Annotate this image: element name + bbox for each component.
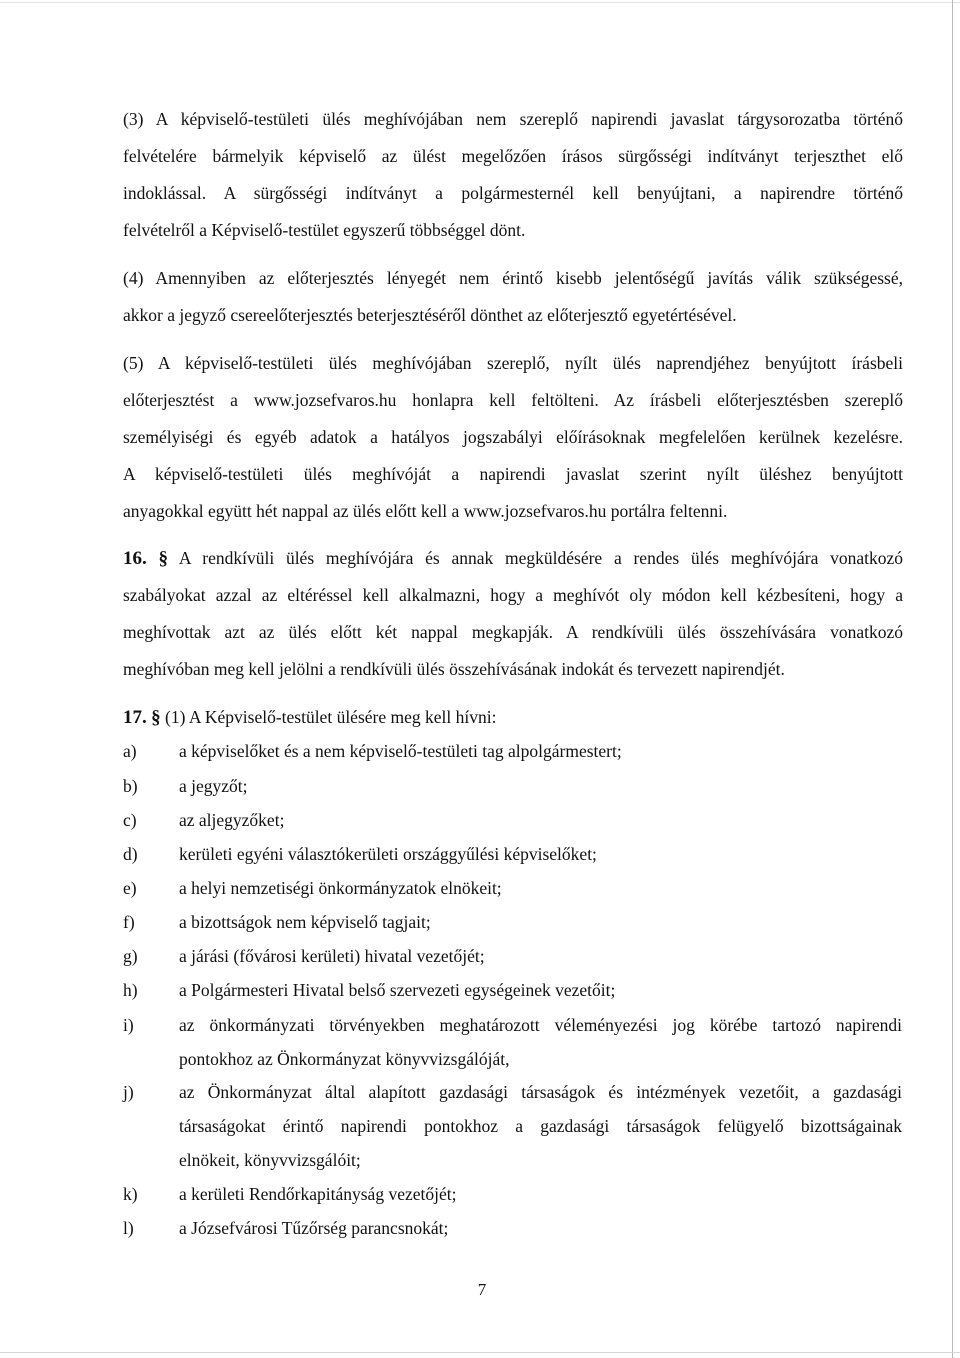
- list-item-text: a járási (fővárosi kerületi) hivatal vezetőjét;: [179, 946, 485, 966]
- list-item-text: az önkormányzati törvényekben meghatározott véleményezési jog körébe tartozó napirendi: [179, 1015, 902, 1035]
- section-16-line-2: szabályokat azzal az eltéréssel kell alkalmazni, hogy a meghívót oly módon kell kézbesíteni, hogy a: [123, 585, 903, 605]
- list-item-text-continuation: elnökeit, könyvvizsgálóit;: [179, 1150, 361, 1170]
- list-item-label: l): [123, 1218, 134, 1238]
- list-item-text: kerületi egyéni választókerületi országgyűlési képviselőket;: [179, 844, 597, 864]
- section-16-number: 16.: [123, 548, 147, 569]
- list-item-text: a helyi nemzetiségi önkormányzatok elnökeit;: [179, 878, 502, 898]
- paragraph-5-line-2: előterjesztést a www.jozsefvaros.hu honlapra kell feltölteni. Az írásbeli előterjesztésben szereplő: [123, 390, 903, 410]
- list-item-label: i): [123, 1015, 134, 1035]
- paragraph-5-line-4: A képviselő-testületi ülés meghívóját a napirendi javaslat szerint nyílt üléshez benyújtott: [123, 464, 903, 484]
- paragraph-5-line-5: anyagokkal együtt hét nappal az ülés előtt kell a www.jozsefvaros.hu portálra feltenni.: [123, 501, 728, 521]
- paragraph-3-line-3: indoklással. A sürgősségi indítványt a polgármesternél kell benyújtani, a napirendre történő: [123, 183, 903, 203]
- list-item-label: a): [123, 741, 137, 761]
- scan-edge-right: [952, 0, 953, 1358]
- list-item-text: a jegyzőt;: [179, 776, 248, 796]
- section-16-line-4: meghívóban meg kell jelölni a rendkívüli ülés összehívásának indokát és tervezett napirendjét.: [123, 659, 785, 679]
- list-item-text: a Polgármesteri Hivatal belső szervezeti egységeinek vezetőit;: [179, 980, 616, 1000]
- section-17-sign: §: [151, 707, 161, 728]
- list-item-text: a képviselőket és a nem képviselő-testületi tag alpolgármestert;: [179, 741, 622, 761]
- section-16-text-1: A rendkívüli ülés meghívójára és annak megküldésére a rendes ülés meghívójára vonatkozó: [178, 548, 903, 568]
- list-item-label: f): [123, 912, 135, 932]
- paragraph-5-line-1: (5) A képviselő-testületi ülés meghívójában szereplő, nyílt ülés naprendjéhez benyújtott írásbeli: [123, 353, 903, 373]
- section-16-line-3: meghívottak azt az ülés előtt két nappal megkapják. A rendkívüli ülés összehívására vonatkozó: [123, 622, 903, 642]
- paragraph-4-line-1: (4) Amennyiben az előterjesztés lényegét nem érintő kisebb jelentőségű javítás válik szükségessé,: [123, 268, 903, 288]
- list-item-label: j): [123, 1082, 134, 1102]
- section-17-intro: [123, 705, 903, 730]
- list-item-label: b): [123, 776, 138, 796]
- scan-edge-bottom: [0, 1352, 960, 1353]
- list-item-label: e): [123, 878, 137, 898]
- list-item-text: a Józsefvárosi Tűzőrség parancsnokát;: [179, 1218, 449, 1238]
- list-item-label: h): [123, 980, 138, 1000]
- paragraph-3-line-2: felvételére bármelyik képviselő az ülést megelőzően írásos sürgősségi indítványt terjeszthet elő: [123, 146, 903, 166]
- section-16-line-1: [123, 546, 903, 571]
- section-17-number: 17.: [123, 707, 147, 728]
- section-17-intro-text: (1) A Képviselő-testület ülésére meg kell hívni:: [165, 707, 497, 727]
- list-item-text: az aljegyzőket;: [179, 810, 285, 830]
- list-item-text: az Önkormányzat által alapított gazdasági társaságok és intézmények vezetőit, a gazdasági: [179, 1082, 902, 1102]
- paragraph-3-line-4: felvételről a Képviselő-testület egyszerű többséggel dönt.: [123, 220, 526, 240]
- list-item-label: c): [123, 810, 137, 830]
- list-item-text: a kerületi Rendőrkapitányság vezetőjét;: [179, 1184, 457, 1204]
- list-item-text-continuation: pontokhoz az Önkormányzat könyvvizsgálóját,: [179, 1049, 510, 1069]
- list-item-label: d): [123, 844, 138, 864]
- section-16-sign: §: [158, 548, 169, 569]
- page-number: 7: [477, 1280, 487, 1299]
- paragraph-5-line-3: személyiségi és egyéb adatok a hatályos jogszabályi előírásoknak megfelelően kerülnek kezelésre.: [123, 427, 903, 447]
- list-item-label: g): [123, 946, 138, 966]
- list-item-text-continuation: társaságokat érintő napirendi pontokhoz a gazdasági társaságok felügyelő bizottságainak: [179, 1116, 902, 1136]
- list-item-text: a bizottságok nem képviselő tagjait;: [179, 912, 431, 932]
- list-item-label: k): [123, 1184, 138, 1204]
- paragraph-3-line-1: (3) A képviselő-testületi ülés meghívójában nem szereplő napirendi javaslat tárgysorozatba történő: [123, 109, 903, 129]
- paragraph-4-line-2: akkor a jegyző csereelőterjesztés beterjesztéséről dönthet az előterjesztő egyetértésével.: [123, 305, 737, 325]
- scan-edge-top: [0, 2, 960, 3]
